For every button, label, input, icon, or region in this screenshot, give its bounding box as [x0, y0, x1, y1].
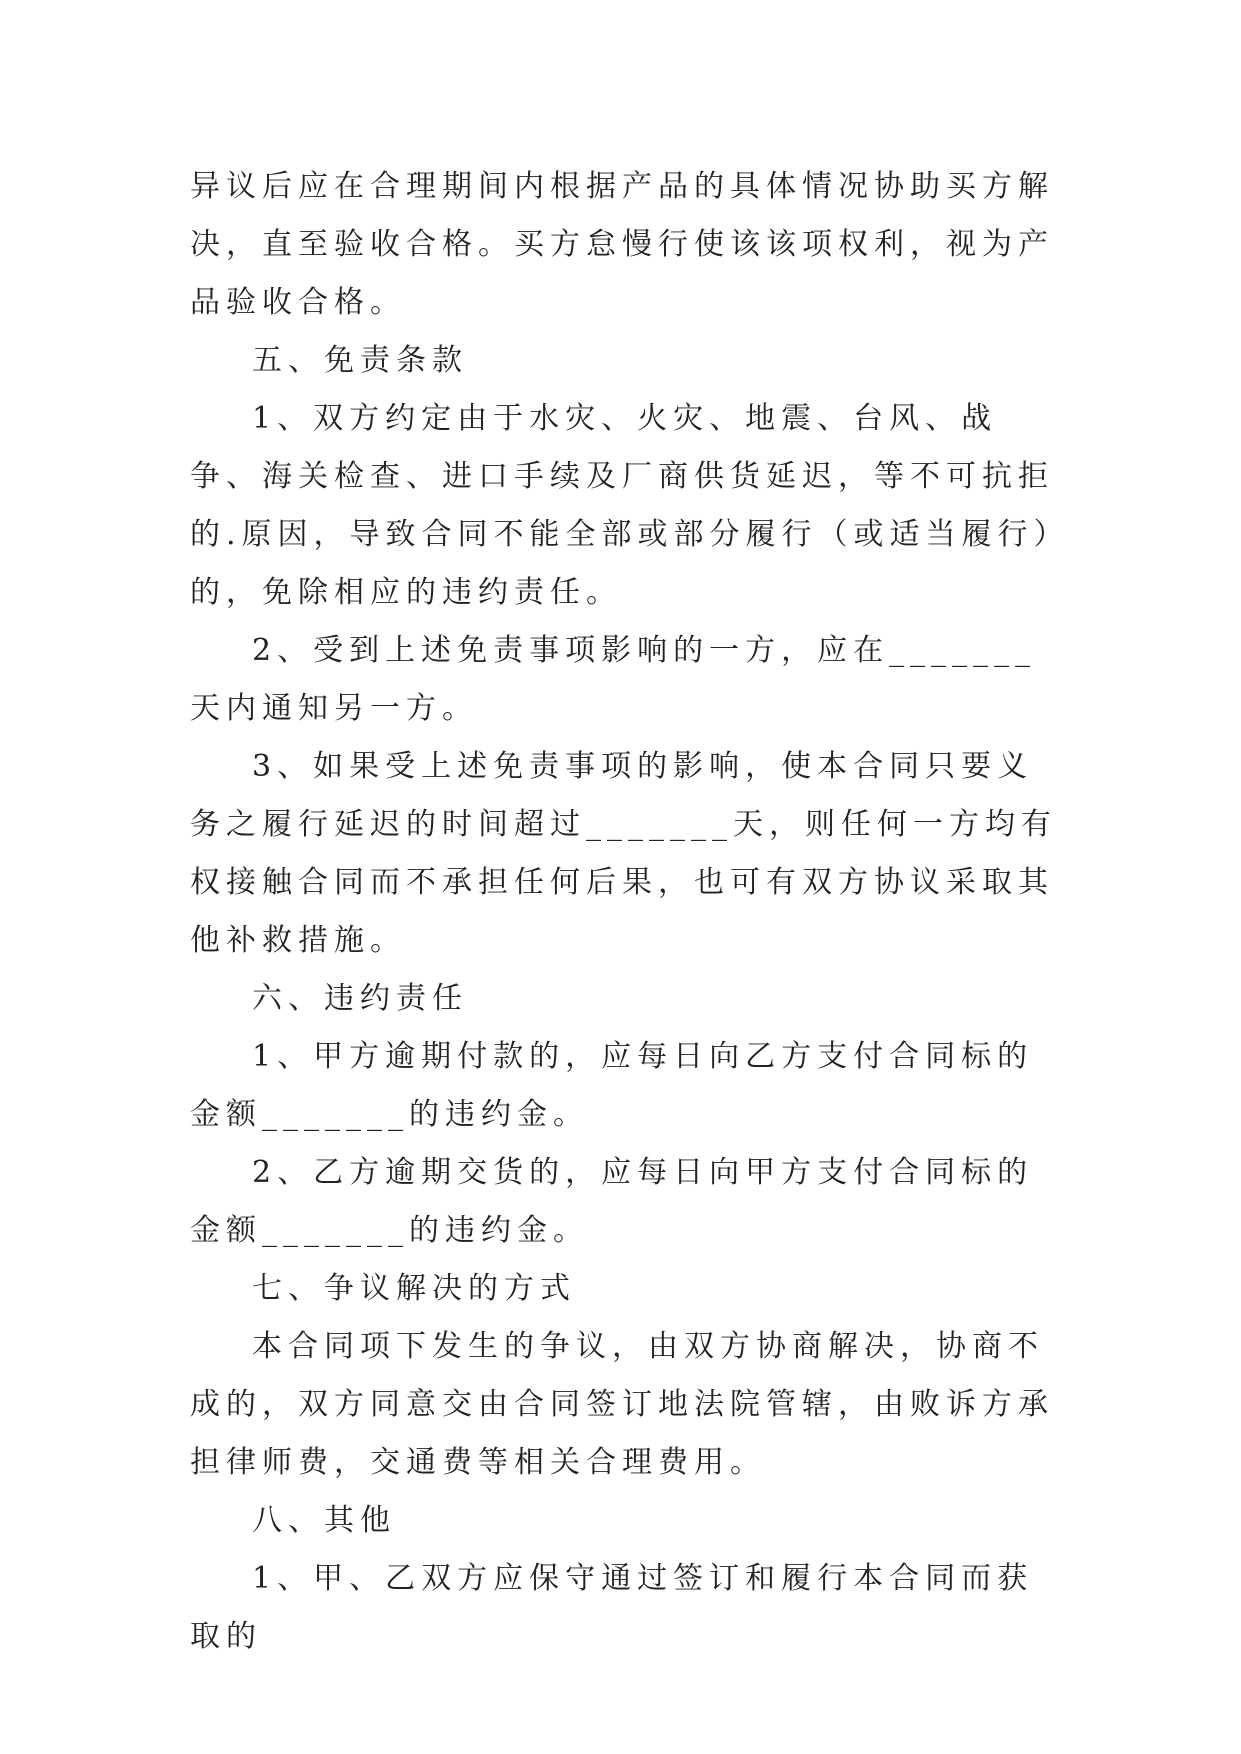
paragraph-acceptance-continued: 异议后应在合理期间内根据产品的具体情况协助买方解决，直至验收合格。买方怠慢行使该该项权利，视为产品验收合格。 — [190, 169, 1054, 320]
paragraph-dispute-resolution: 本合同项下发生的争议，由双方协商解决，协商不成的，双方同意交由合同签订地法院管辖，由败诉方承担律师费，交通费等相关合理费用。 — [190, 1329, 1054, 1480]
paragraph-delay-termination: 3、如果受上述免责事项的影响，使本合同只要义务之履行延迟的时间超过_______天，则任何一方均有权接触合同而不承担任何后果，也可有双方协议采取其他补救措施。 — [190, 749, 1057, 958]
paragraph-force-majeure: 1、双方约定由于水灾、火灾、地震、台风、战争、海关检查、进口手续及厂商供货延迟，等不可抗拒的.原因，导致合同不能全部或部分履行（或适当履行）的，免除相应的违约责任。 — [190, 401, 1055, 610]
heading-other: 八、其他 — [252, 1503, 396, 1538]
document-body — [190, 158, 1060, 1666]
paragraph-notification: 2、受到上述免责事项影响的一方，应在_______天内通知另一方。 — [190, 633, 1037, 726]
paragraph-late-payment: 1、甲方逾期付款的，应每日向乙方支付合同标的金额_______的违约金。 — [190, 1039, 1034, 1132]
heading-dispute-resolution: 七、争议解决的方式 — [252, 1271, 576, 1306]
heading-exemption-clause: 五、免责条款 — [252, 343, 468, 378]
paragraph-confidentiality: 1、甲、乙双方应保守通过签订和履行本合同而获取的 — [190, 1561, 1034, 1654]
paragraph-late-delivery: 2、乙方逾期交货的，应每日向甲方支付合同标的金额_______的违约金。 — [190, 1155, 1034, 1248]
heading-liability-for-breach: 六、违约责任 — [252, 981, 468, 1016]
